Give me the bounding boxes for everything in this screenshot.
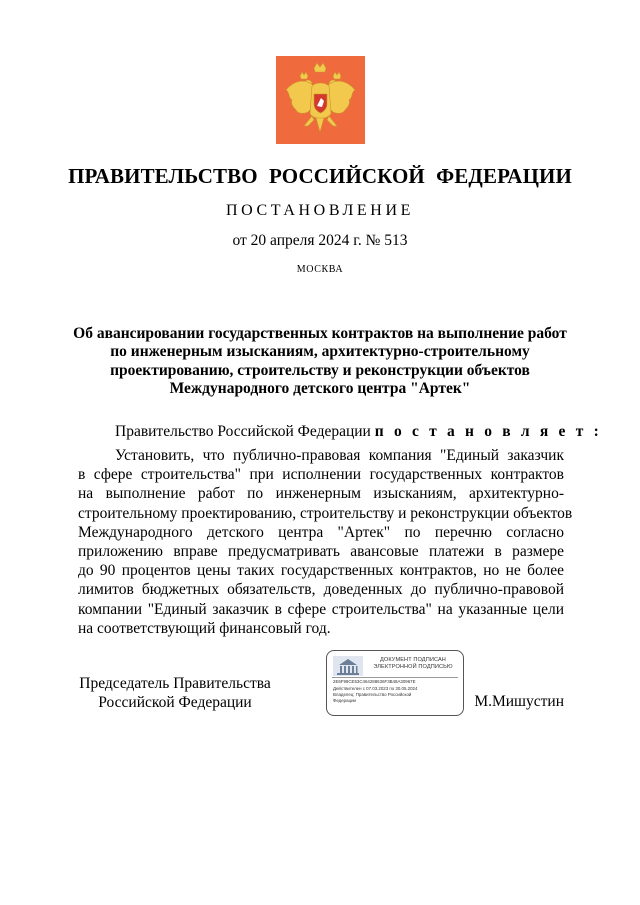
signatory-position [78, 674, 272, 712]
paragraph-line: в сфере строительства" при исполнении государственных контрактов [78, 466, 564, 484]
paragraph-line: компании "Единый заказчик в сфере строительства" на указанные цели [78, 600, 564, 618]
document-date-number: от 20 апреля 2024 г. № 513 [232, 232, 408, 249]
stamp-owner: Федерации [333, 698, 356, 703]
stamp-validity: Действителен с 07.03.2023 по 30.05.2024 [333, 686, 418, 691]
stamp-title-line: ЭЛЕКТРОННОЙ ПОДПИСЬЮ [373, 664, 453, 670]
stamp-title [365, 657, 461, 671]
signatory-name: М.Мишустин [474, 693, 564, 710]
paragraph-line: лимитов бюджетных обязательств, доведенных до публично-правовой [78, 581, 564, 599]
document-type-heading: ПОСТАНОВЛЕНИЕ [226, 202, 414, 219]
resolution-paragraph [78, 446, 573, 638]
subject-line: по инженерным изысканиям, архитектурно-строительному [110, 343, 530, 361]
signatory-position-line: Российской Федерации [98, 694, 252, 711]
preamble [115, 423, 602, 441]
stamp-certificate-number: 2E6F99CE53C464288636F3B48A30967E [333, 679, 416, 684]
paragraph-line: Международного детского центра "Артек" по перечню согласно [78, 523, 564, 541]
paragraph-line: Установить, что публично-правовая компания "Единый заказчик [115, 447, 564, 464]
subject-line: Международного детского центра "Артек" [169, 379, 471, 397]
russian-coat-of-arms-icon [276, 56, 365, 144]
electronic-signature-stamp [326, 650, 464, 716]
paragraph-line: приложению вправе предусматривать авансовые платежи в размере [78, 542, 564, 560]
paragraph-line: строительному проектированию, строительству и реконструкции объектов [78, 504, 573, 522]
document-city: МОСКВА [296, 264, 344, 275]
document-subject-title [60, 325, 580, 398]
signatory-position-line: Председатель Правительства [79, 675, 271, 692]
paragraph-line: на выполнение работ по инженерным изысканиям, архитектурно- [78, 485, 564, 503]
stamp-title-line: ДОКУМЕНТ ПОДПИСАН [380, 657, 446, 663]
issuing-authority-heading: ПРАВИТЕЛЬСТВО РОССИЙСКОЙ ФЕДЕРАЦИИ [68, 164, 572, 188]
subject-line: Об авансировании государственных контрактов на выполнение работ [73, 325, 567, 342]
preamble-decree-word: п о с т а н о в л я е т : [374, 423, 602, 440]
subject-line: проектированию, строительству и реконструкции объектов [110, 361, 530, 379]
paragraph-line: до 90 процентов цены таких государственных контрактов, но не более [78, 562, 564, 580]
stamp-divider [332, 677, 458, 678]
preamble-text: Правительство Российской Федерации [115, 423, 375, 440]
paragraph-line: на соответствующий финансовый год. [78, 619, 331, 637]
government-building-icon [333, 656, 363, 676]
stamp-owner: Владелец: Правительство Российской [333, 692, 412, 697]
coat-of-arms-emblem [276, 56, 365, 144]
